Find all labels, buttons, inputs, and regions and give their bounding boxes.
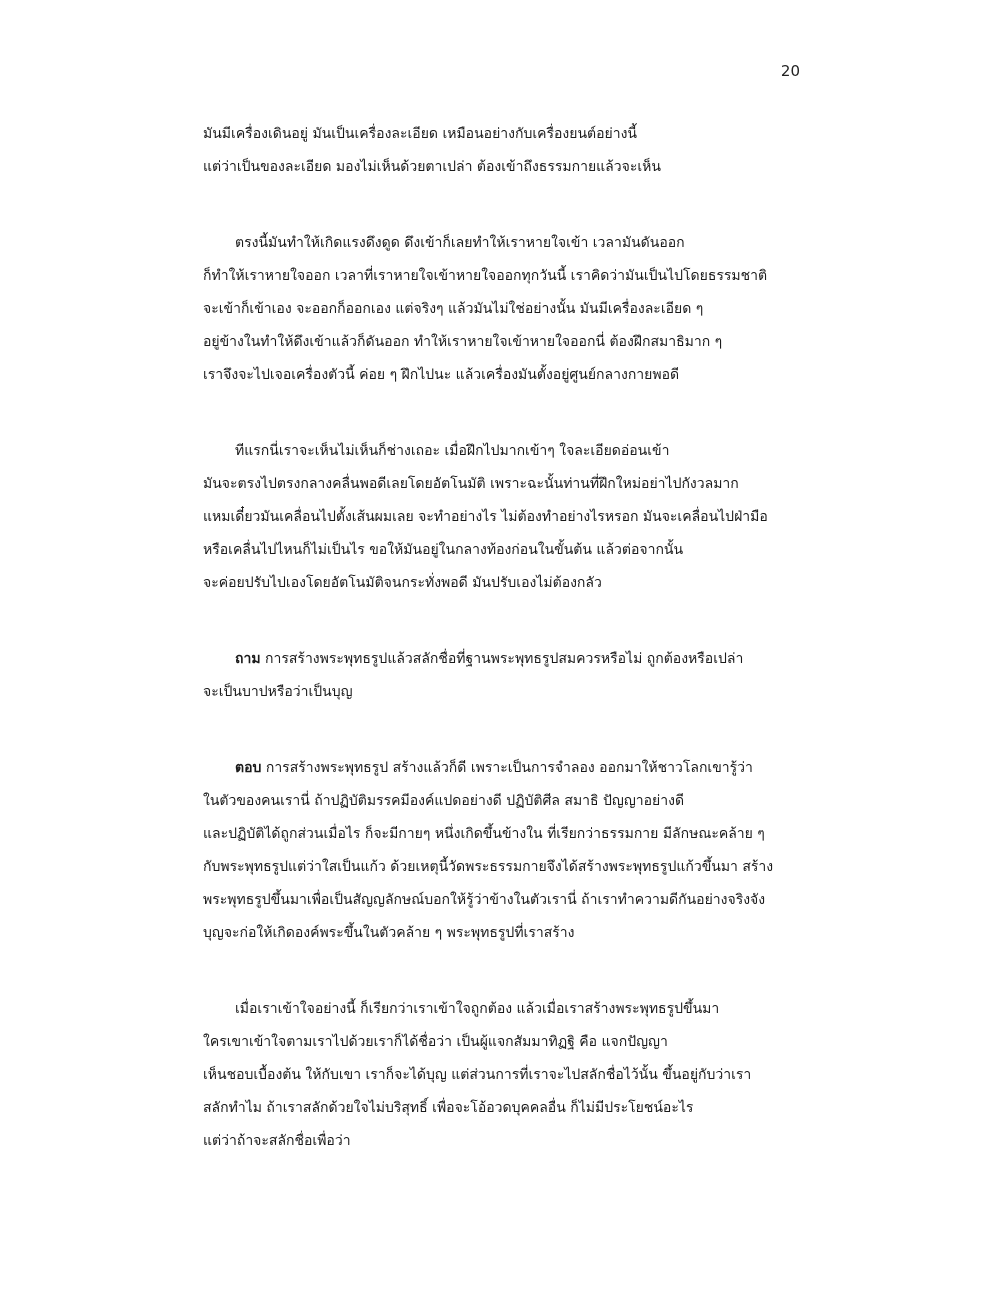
text-line: จะเป็นบาปหรือว่าเป็นบุญ <box>203 684 353 700</box>
text-line: ในตัวของคนเรานี่ ถ้าปฏิบัติมรรคมีองค์แปดอย่างดี ปฏิบัติศีล สมาธิ ปัญญาอย่างดี <box>203 793 685 809</box>
text-line: ตรงนี้มันทำให้เกิดแรงดึงดูด ดึงเข้าก็เลยทำให้เราหายใจเข้า เวลามันดันออก <box>235 235 685 251</box>
paragraph-understanding <box>203 993 823 1158</box>
text-line: จะเข้าก็เข้าเอง จะออกก็ออกเอง แต่จริงๆ แล้วมันไม่ใช่อย่างนั้น มันมีเครื่องละเอียด ๆ <box>203 301 704 317</box>
text-line: อยู่ข้างในทำให้ดึงเข้าแล้วก็ดันออก ทำให้เราหายใจเข้าหายใจออกนี่ ต้องฝึกสมาธิมาก ๆ <box>203 334 723 350</box>
text-line <box>203 643 823 676</box>
text-line: แต่ว่าเป็นของละเอียด มองไม่เห็นด้วยตาเปล่า ต้องเข้าถึงธรรมกายแล้วจะเห็น <box>203 159 661 175</box>
text-line: เมื่อเราเข้าใจอย่างนี้ ก็เรียกว่าเราเข้าใจถูกต้อง แล้วเมื่อเราสร้างพระพุทธรูปขึ้นมา <box>235 1001 720 1017</box>
text-line: ทีแรกนี่เราจะเห็นไม่เห็นก็ช่างเถอะ เมื่อฝึกไปมากเข้าๆ ใจละเอียดอ่อนเข้า <box>235 443 670 459</box>
text-line: แหมเดี๋ยวมันเคลื่อนไปตั้งเส้นผมเลย จะทำอย่างไร ไม่ต้องทำอย่างไรหรอก มันจะเคลื่อนไปฝ่ามือ <box>203 509 768 525</box>
text-line: บุญจะก่อให้เกิดองค์พระขึ้นในตัวคล้าย ๆ พระพุทธรูปที่เราสร้าง <box>203 925 575 941</box>
paragraph-practice <box>203 435 823 600</box>
paragraph-question <box>203 643 823 709</box>
answer-text: การสร้างพระพุทธรูป สร้างแล้วก็ดี เพราะเป็นการจำลอง ออกมาให้ชาวโลกเขารู้ว่า <box>261 760 753 776</box>
question-label: ถาม <box>235 651 261 667</box>
text-line: เราจึงจะไปเจอเครื่องตัวนี้ ค่อย ๆ ฝึกไปนะ แล้วเครื่องมันตั้งอยู่ศูนย์กลางกายพอดี <box>203 367 680 383</box>
question-text: การสร้างพระพุทธรูปแล้วสลักชื่อที่ฐานพระพุทธรูปสมควรหรือไม่ ถูกต้องหรือเปล่า <box>260 651 744 667</box>
text-line: พระพุทธรูปขึ้นมาเพื่อเป็นสัญญลักษณ์บอกให้รู้ว่าข้างในตัวเรานี่ ถ้าเราทำความดีกันอย่างจริงจัง <box>203 892 766 908</box>
text-line: กับพระพุทธรูปแต่ว่าใสเป็นแก้ว ด้วยเหตุนี้วัดพระธรรมกายจึงได้สร้างพระพุทธรูปแก้วขึ้นมา สร้าง <box>203 859 774 875</box>
page-number: 20 <box>780 62 800 80</box>
paragraph-breathing <box>203 227 823 392</box>
text-line: จะค่อยปรับไปเองโดยอัตโนมัติจนกระทั่งพอดี มันปรับเองไม่ต้องกลัว <box>203 575 602 591</box>
paragraph-engine <box>203 118 823 184</box>
text-line: และปฏิบัติได้ถูกส่วนเมื่อไร ก็จะมีกายๆ หนึ่งเกิดขึ้นข้างใน ที่เรียกว่าธรรมกาย มีลักษณะคล้าย ๆ <box>203 826 765 842</box>
text-line: ใครเขาเข้าใจตามเราไปด้วยเราก็ได้ชื่อว่า เป็นผู้แจกสัมมาทิฏฐิ คือ แจกปัญญา <box>203 1034 668 1050</box>
paragraph-answer <box>203 752 823 950</box>
text-line: มันจะตรงไปตรงกลางคลื่นพอดีเลยโดยอัตโนมัติ เพราะฉะนั้นท่านที่ฝึกใหม่อย่าไปกังวลมาก <box>203 476 739 492</box>
answer-label: ตอบ <box>235 760 262 776</box>
text-line: เห็นชอบเบื้องต้น ให้กับเขา เราก็จะได้บุญ แต่ส่วนการที่เราจะไปสลักชื่อไว้นั้น ขึ้นอยู่กับว่าเรา <box>203 1067 752 1083</box>
text-line: แต่ว่าถ้าจะสลักชื่อเพื่อว่า <box>203 1133 351 1149</box>
text-line: หรือเคลื่นไปไหนก็ไม่เป็นไร ขอให้มันอยู่ในกลางท้องก่อนในขั้นต้น แล้วต่อจากนั้น <box>203 542 684 558</box>
text-line <box>203 752 823 785</box>
text-line: ก็ทำให้เราหายใจออก เวลาที่เราหายใจเข้าหายใจออกทุกวันนี้ เราคิดว่ามันเป็นไปโดยธรรมชาติ <box>203 268 768 284</box>
document-body <box>203 118 823 1158</box>
text-line: มันมีเครื่องเดินอยู่ มันเป็นเครื่องละเอียด เหมือนอย่างกับเครื่องยนต์อย่างนี้ <box>203 126 637 142</box>
text-line: สลักทำไม ถ้าเราสลักด้วยใจไม่บริสุทธิ์ เพื่อจะโอ้อวดบุคคลอื่น ก็ไม่มีประโยชน์อะไร <box>203 1100 694 1116</box>
